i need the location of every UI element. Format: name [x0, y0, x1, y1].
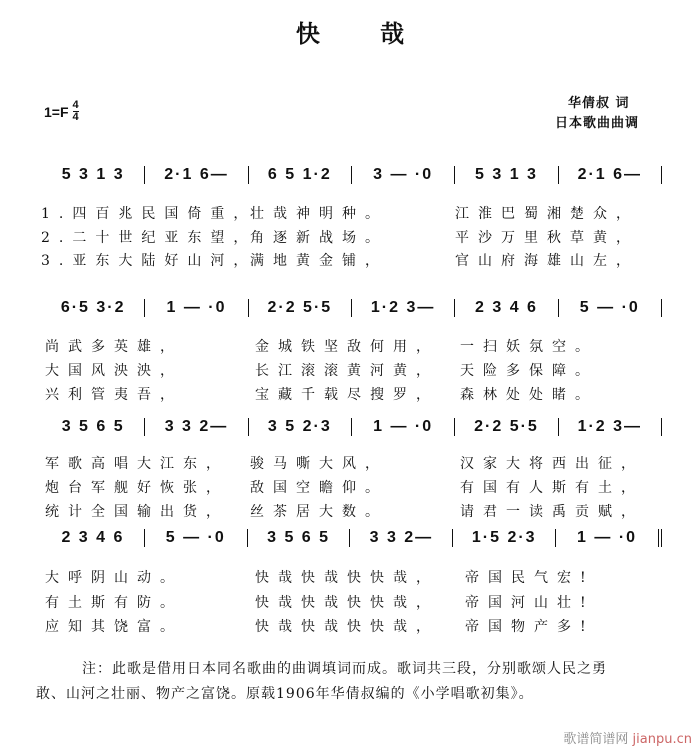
measure: 1·2 3— [559, 418, 662, 436]
measure: 1·5 2·3 [453, 529, 556, 547]
measure: 6·5 3·2 [42, 299, 145, 317]
lyric-verse-2: 敌国空瞻仰。 [250, 480, 388, 496]
lyric-verse-1: 汉家大将西出征， [460, 456, 644, 472]
measure: 2·2 5·5 [455, 418, 558, 436]
lyric-verse-3: 官山府海雄山左， [455, 253, 639, 269]
lyric-verse-2: 2.二十世纪亚东望， [41, 230, 257, 246]
lyric-verse-3: 统计全国输出货， [45, 504, 229, 520]
time-signature [73, 100, 79, 123]
lyric-verse-2: 有土斯有防。 [45, 595, 183, 611]
measure: 1 — ·0 [145, 299, 248, 317]
footnote-line-1: 注：此歌是借用日本同名歌曲的曲调填词而成。歌词共三段，分别歌颂人民之勇 [82, 661, 607, 677]
measure: 1 — ·0 [556, 529, 662, 547]
lyric-verse-1: 大呼阴山动。 [45, 570, 183, 586]
measure: 3 3 2— [350, 529, 453, 547]
measure: 5 — ·0 [145, 529, 248, 547]
lyric-verse-3: 兴利管夷吾， [45, 387, 183, 403]
lyric-verse-3: 森林处处睹。 [460, 387, 598, 403]
lyric-verse-3: 请君一读禹贡赋， [460, 504, 644, 520]
measure: 2 3 4 6 [455, 299, 558, 317]
composer-credit: 日本歌曲曲调 [555, 116, 640, 131]
notation-line [42, 416, 662, 438]
measure: 3 5 6 5 [42, 418, 145, 436]
watermark [563, 728, 692, 747]
lyric-verse-1: 一扫妖氛空。 [460, 339, 598, 355]
lyric-verse-3: 3.亚东大陆好山河， [41, 253, 257, 269]
measure: 3 — ·0 [352, 166, 455, 184]
lyric-verse-1: 江淮巴蜀湘楚众， [455, 206, 639, 222]
measure: 2·1 6— [559, 166, 662, 184]
lyric-verse-1: 金城铁坚敌何用， [255, 339, 439, 355]
lyric-verse-3: 宝藏千载尽搜罗， [255, 387, 439, 403]
lyric-verse-2: 有国有人斯有土， [460, 480, 644, 496]
measure: 1 — ·0 [352, 418, 455, 436]
measure: 6 5 1·2 [249, 166, 352, 184]
lyric-verse-3: 满地黄金铺， [250, 253, 388, 269]
lyric-verse-1: 帝国民气宏! [465, 570, 595, 586]
time-bottom: 4 [72, 111, 79, 123]
measure: 2 3 4 6 [42, 529, 145, 547]
lyric-verse-2: 天险多保障。 [460, 363, 598, 379]
notation-line [42, 527, 662, 549]
lyric-verse-1: 军歌高唱大江东， [45, 456, 229, 472]
lyric-verse-3: 快哉快哉快快哉， [255, 619, 439, 635]
lyric-verse-1: 骏马嘶大风， [250, 456, 388, 472]
lyric-verse-3: 应知其饶富。 [45, 619, 183, 635]
watermark-en: jianpu.cn [632, 732, 692, 747]
song-title: 快 哉 [295, 20, 431, 48]
lyricist-credit: 华倩叔 词 [568, 96, 630, 111]
measure: 3 5 6 5 [248, 529, 351, 547]
lyric-verse-2: 平沙万里秋草黄， [455, 230, 639, 246]
lyric-verse-2: 帝国河山壮! [465, 595, 595, 611]
lyric-verse-1: 壮哉神明种。 [250, 206, 388, 222]
lyric-verse-1: 快哉快哉快快哉， [255, 570, 439, 586]
measure: 2·1 6— [145, 166, 248, 184]
measure: 5 — ·0 [559, 299, 662, 317]
lyric-verse-1: 1.四百兆民国倚重， [41, 206, 257, 222]
measure: 5 3 1 3 [455, 166, 558, 184]
notation-line [42, 297, 662, 319]
measure: 3 5 2·3 [249, 418, 352, 436]
key-label: 1=F [44, 103, 69, 120]
lyric-verse-2: 炮台军舰好恢张， [45, 480, 229, 496]
lyric-verse-2: 角逐新战场。 [250, 230, 388, 246]
measure: 3 3 2— [145, 418, 248, 436]
measure: 1·2 3— [352, 299, 455, 317]
watermark-cn: 歌谱简谱网 [563, 732, 629, 747]
measure: 5 3 1 3 [42, 166, 145, 184]
lyric-verse-3: 帝国物产多! [465, 619, 595, 635]
key-signature [44, 100, 79, 123]
time-top: 4 [72, 99, 79, 111]
measure: 2·2 5·5 [249, 299, 352, 317]
notation-line [42, 164, 662, 186]
lyric-verse-2: 快哉快哉快快哉， [255, 595, 439, 611]
lyric-verse-2: 大国风泱泱， [45, 363, 183, 379]
lyric-verse-1: 尚武多英雄， [45, 339, 183, 355]
lyric-verse-2: 长江滚滚黄河黄， [255, 363, 439, 379]
footnote-line-2: 敢、山河之壮丽、物产之富饶。原载1906年华倩叔编的《小学唱歌初集》。 [36, 686, 534, 702]
lyric-verse-3: 丝茶居大数。 [250, 504, 388, 520]
